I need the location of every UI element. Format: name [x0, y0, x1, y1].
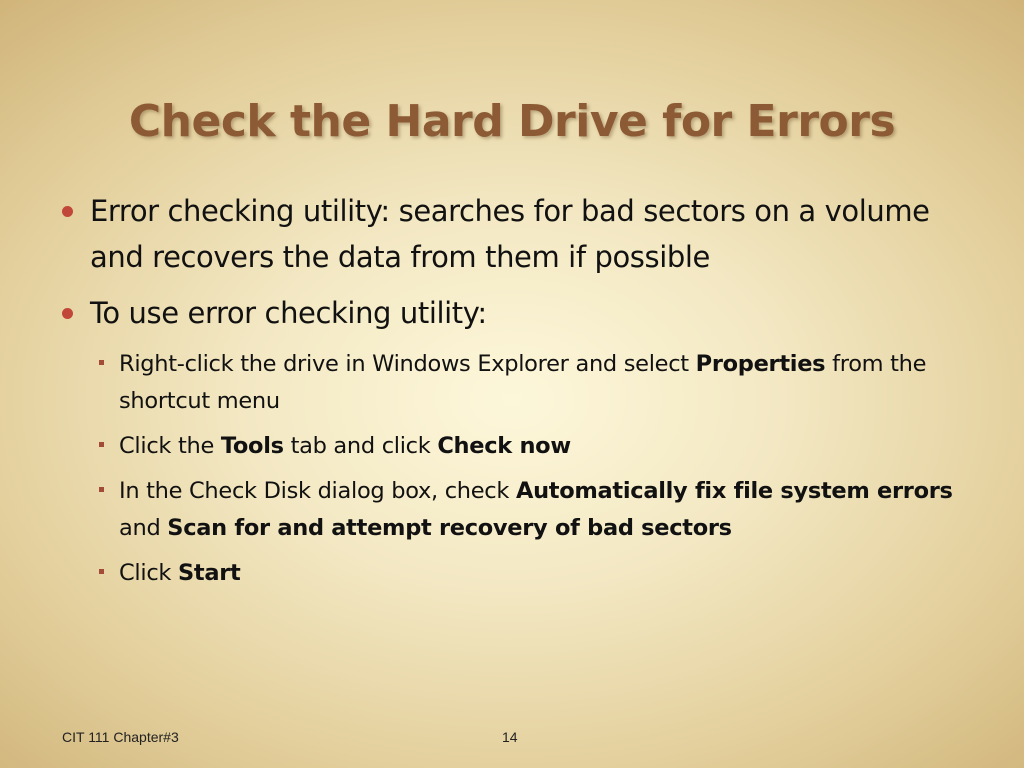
square-bullet-icon — [99, 442, 104, 447]
square-bullet-icon — [99, 360, 104, 365]
bold-term: Start — [177, 560, 241, 586]
sub-bullet-text: and — [119, 515, 168, 541]
sub-bullet-item — [56, 346, 986, 420]
square-bullet-icon — [99, 569, 104, 574]
round-bullet-icon — [62, 206, 73, 217]
sub-bullet-text: Click the — [119, 433, 221, 459]
sub-bullet-list — [56, 346, 986, 592]
sub-bullet-text: tab and click — [283, 433, 438, 459]
bullet-item — [56, 188, 986, 280]
sub-bullet-text: Right-click the drive in Windows Explorer and select — [119, 351, 696, 377]
bold-term: Tools — [220, 433, 284, 459]
bullet-text: Error checking utility: searches for bad sectors on a volume and recovers the data from them if possible — [90, 194, 930, 274]
bullet-list — [56, 188, 986, 336]
bold-term: Automatically fix file system errors — [515, 478, 953, 504]
bullet-item — [56, 290, 986, 336]
slide-title: Check the Hard Drive for Errors — [128, 96, 896, 147]
page-number: 14 — [502, 729, 518, 745]
sub-bullet-text: from the shortcut menu — [119, 351, 927, 414]
bold-term: Check now — [437, 433, 571, 459]
sub-bullet-item — [56, 428, 986, 465]
sub-bullet-item — [56, 555, 986, 592]
square-bullet-icon — [99, 487, 104, 492]
bold-term: Properties — [695, 351, 826, 377]
sub-bullet-item — [56, 473, 986, 547]
slide-content — [56, 188, 986, 600]
bullet-text: To use error checking utility: — [90, 296, 487, 330]
bold-term: Scan for and attempt recovery of bad sectors — [167, 515, 732, 541]
footer-course: CIT 111 Chapter#3 — [62, 729, 179, 745]
round-bullet-icon — [62, 308, 73, 319]
sub-bullet-text: Click — [119, 560, 178, 586]
sub-bullet-text: In the Check Disk dialog box, check — [119, 478, 516, 504]
